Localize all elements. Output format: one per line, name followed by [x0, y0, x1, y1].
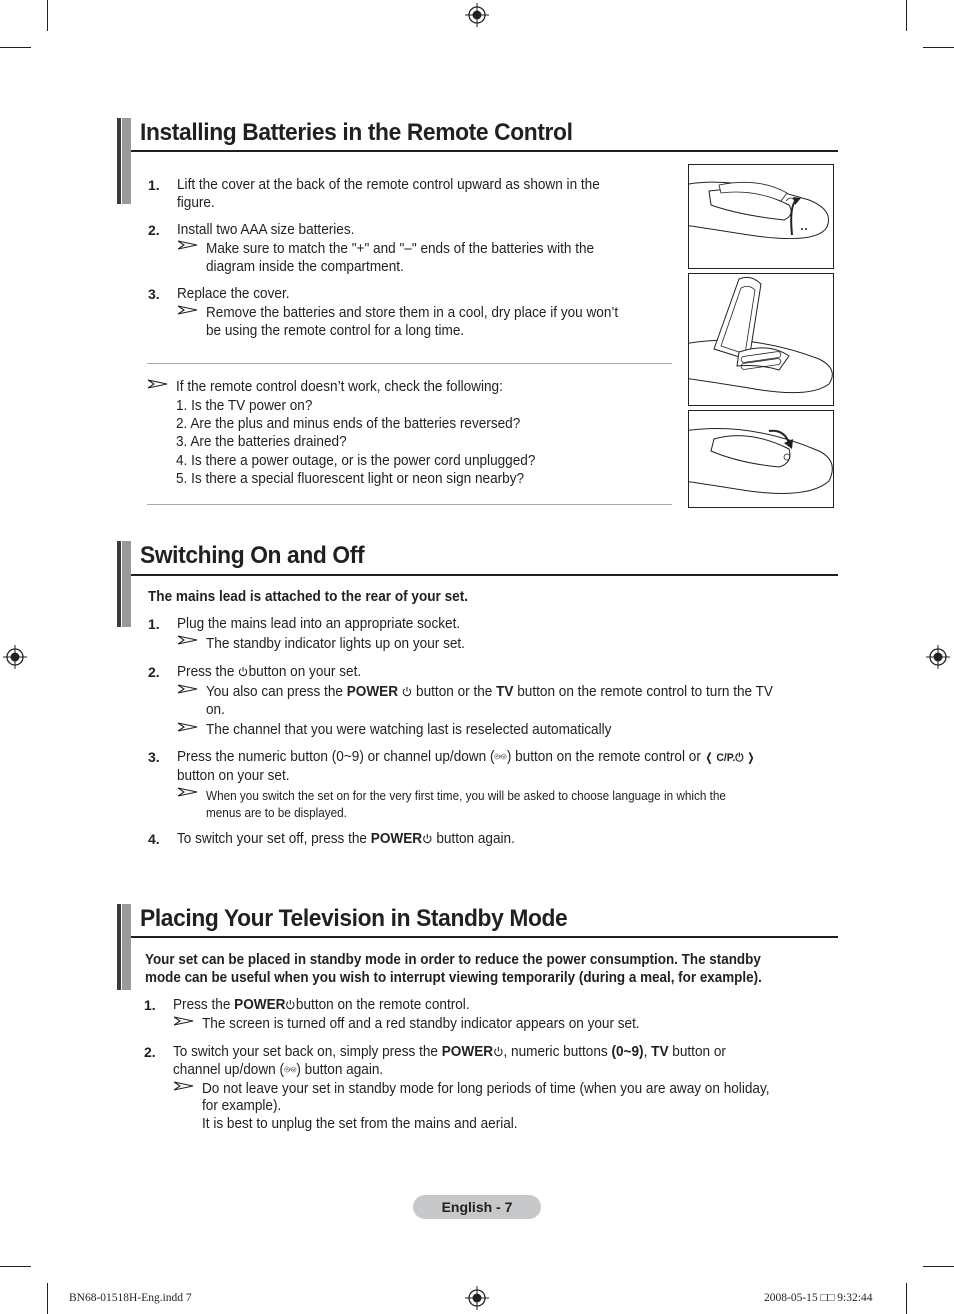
section-title-standby: Placing Your Television in Standby Mode	[140, 905, 568, 932]
section-rule	[131, 150, 838, 152]
step-text-line	[173, 1061, 383, 1079]
step-text: ,	[643, 1044, 648, 1060]
step-text: , numeric buttons	[503, 1044, 608, 1060]
note-text: Do not leave your set in standby mode for long periods of time (when you are away on holiday,	[202, 1081, 770, 1097]
step-text: Replace the cover.	[177, 286, 290, 302]
svg-text:/: /	[499, 754, 502, 761]
step-number: 2.	[148, 222, 160, 238]
crop-mark	[923, 47, 954, 48]
step-number: 4.	[148, 831, 160, 847]
registration-mark-icon	[465, 3, 489, 27]
power-button-label: POWER	[346, 684, 399, 700]
step-text: channel up/down (	[173, 1062, 285, 1078]
power-icon	[493, 1046, 503, 1057]
power-icon	[285, 999, 295, 1010]
step-text-line	[177, 663, 361, 681]
step-text: button again.	[436, 831, 515, 847]
section-intro: Your set can be placed in standby mode in order to reduce the power consumption. The standby	[145, 952, 761, 968]
note-text: button on the remote control to turn the TV	[517, 684, 773, 700]
cp-button-label: ❬ C/P.⏻ ❭	[704, 752, 756, 764]
crop-mark	[0, 47, 31, 48]
note-arrow-icon	[178, 635, 198, 645]
note-text-line	[206, 683, 773, 701]
section-rule	[131, 574, 838, 576]
note-arrow-icon	[178, 305, 198, 315]
step-number: 1.	[148, 177, 160, 193]
note-text: for example).	[202, 1098, 282, 1114]
section-bar	[117, 541, 131, 627]
step-text: button on your set.	[248, 664, 362, 680]
divider	[147, 363, 672, 364]
footer-file-info: BN68-01518H-Eng.indd 7	[69, 1292, 192, 1304]
step-text: Press the numeric button (0~9) or channel up/down (	[177, 749, 495, 765]
step-text: button on your set.	[177, 768, 290, 784]
check-item: 1. Is the TV power on?	[176, 398, 313, 414]
note-arrow-icon	[178, 684, 198, 694]
channel-updown-icon	[284, 1063, 296, 1076]
note-text: The channel that you were watching last is reselected automatically	[206, 722, 612, 738]
step-text-line	[177, 748, 755, 767]
crop-mark	[0, 1266, 31, 1267]
note-text: diagram inside the compartment.	[206, 259, 404, 275]
section-rule	[131, 936, 838, 938]
note-text: It is best to unplug the set from the mains and aerial.	[202, 1116, 518, 1132]
power-icon	[238, 666, 248, 677]
section-intro: mode can be useful when you wish to interrupt viewing temporarily (during a meal, for example).	[145, 970, 762, 986]
note-text: Remove the batteries and store them in a cool, dry place if you won’t	[206, 305, 619, 321]
step-text: ) button on the remote control or	[506, 749, 701, 765]
svg-text:/: /	[289, 1067, 291, 1074]
figure-remote-cover-close	[688, 410, 834, 508]
section-title-batteries: Installing Batteries in the Remote Control	[140, 119, 573, 146]
step-number: 2.	[148, 664, 160, 680]
note-arrow-icon	[178, 722, 198, 732]
section-intro: The mains lead is attached to the rear of your set.	[148, 589, 469, 605]
note-arrow-icon	[178, 240, 198, 250]
registration-mark-icon	[926, 645, 950, 669]
tv-button-label: TV	[651, 1044, 669, 1060]
step-text: To switch your set off, press the	[177, 831, 367, 847]
step-text: Press the	[177, 664, 235, 680]
tv-button-label: TV	[496, 684, 514, 700]
note-text: button or the	[416, 684, 493, 700]
step-number: 1.	[144, 997, 156, 1013]
registration-mark-icon	[3, 645, 27, 669]
note-text: The screen is turned off and a red standby indicator appears on your set.	[202, 1016, 640, 1032]
note-text: Make sure to match the "+" and "–" ends of the batteries with the	[206, 241, 595, 257]
crop-mark	[906, 1283, 907, 1314]
step-text-line	[173, 1043, 726, 1061]
check-item: 4. Is there a power outage, or is the power cord unplugged?	[176, 453, 536, 469]
power-button-label: POWER	[441, 1044, 494, 1060]
note-arrow-icon	[174, 1016, 194, 1026]
figure-remote-batteries	[688, 273, 834, 406]
step-text: Plug the mains lead into an appropriate socket.	[177, 616, 461, 632]
check-item: 5. Is there a special fluorescent light or neon sign nearby?	[176, 471, 525, 487]
note-arrow-icon	[178, 787, 198, 797]
step-text: button on the remote control.	[295, 997, 470, 1013]
note-text: menus are to be displayed.	[206, 805, 347, 820]
check-intro: If the remote control doesn’t work, check the following:	[176, 379, 503, 395]
note-text: The standby indicator lights up on your set.	[206, 636, 465, 652]
check-item: 2. Are the plus and minus ends of the batteries reversed?	[176, 416, 521, 432]
step-text: button or	[672, 1044, 726, 1060]
power-icon	[422, 833, 432, 844]
section-bar	[117, 118, 131, 204]
section-title-switching: Switching On and Off	[140, 542, 365, 569]
step-text: figure.	[177, 195, 215, 211]
step-number: 1.	[148, 616, 160, 632]
numeric-button-label: (0~9)	[611, 1044, 644, 1060]
footer-timestamp: 2008-05-15 □□ 9:32:44	[764, 1292, 873, 1304]
note-text: When you switch the set on for the very first time, you will be asked to choose language in which the	[206, 788, 726, 803]
step-number: 3.	[148, 749, 160, 765]
power-button-label: POWER	[370, 831, 423, 847]
step-text: Install two AAA size batteries.	[177, 222, 355, 238]
note-text: on.	[206, 702, 225, 718]
check-item: 3. Are the batteries drained?	[176, 434, 347, 450]
crop-mark	[923, 1266, 954, 1267]
step-number: 3.	[148, 286, 160, 302]
section-bar	[117, 904, 131, 990]
note-text: You also can press the	[206, 684, 343, 700]
note-arrow-icon	[148, 379, 168, 389]
crop-mark	[906, 0, 907, 31]
page-label: English - 7	[441, 1199, 513, 1215]
note-text: be using the remote control for a long time.	[206, 323, 465, 339]
note-arrow-icon	[174, 1081, 194, 1091]
channel-updown-icon	[494, 750, 506, 763]
step-text: Press the	[173, 997, 231, 1013]
registration-mark-icon	[465, 1286, 489, 1310]
figure-remote-cover-lift	[688, 164, 834, 269]
power-button-label: POWER	[234, 997, 286, 1013]
step-number: 2.	[144, 1044, 156, 1060]
step-text: To switch your set back on, simply press the	[173, 1044, 438, 1060]
crop-mark	[47, 0, 48, 31]
power-icon	[402, 686, 412, 697]
divider	[147, 504, 672, 505]
step-text: ) button again.	[296, 1062, 384, 1078]
cp-label: C/P.	[716, 752, 736, 764]
step-text-line	[177, 830, 515, 848]
step-text-line	[173, 996, 470, 1014]
step-text: Lift the cover at the back of the remote control upward as shown in the	[177, 177, 600, 193]
crop-mark	[47, 1283, 48, 1314]
